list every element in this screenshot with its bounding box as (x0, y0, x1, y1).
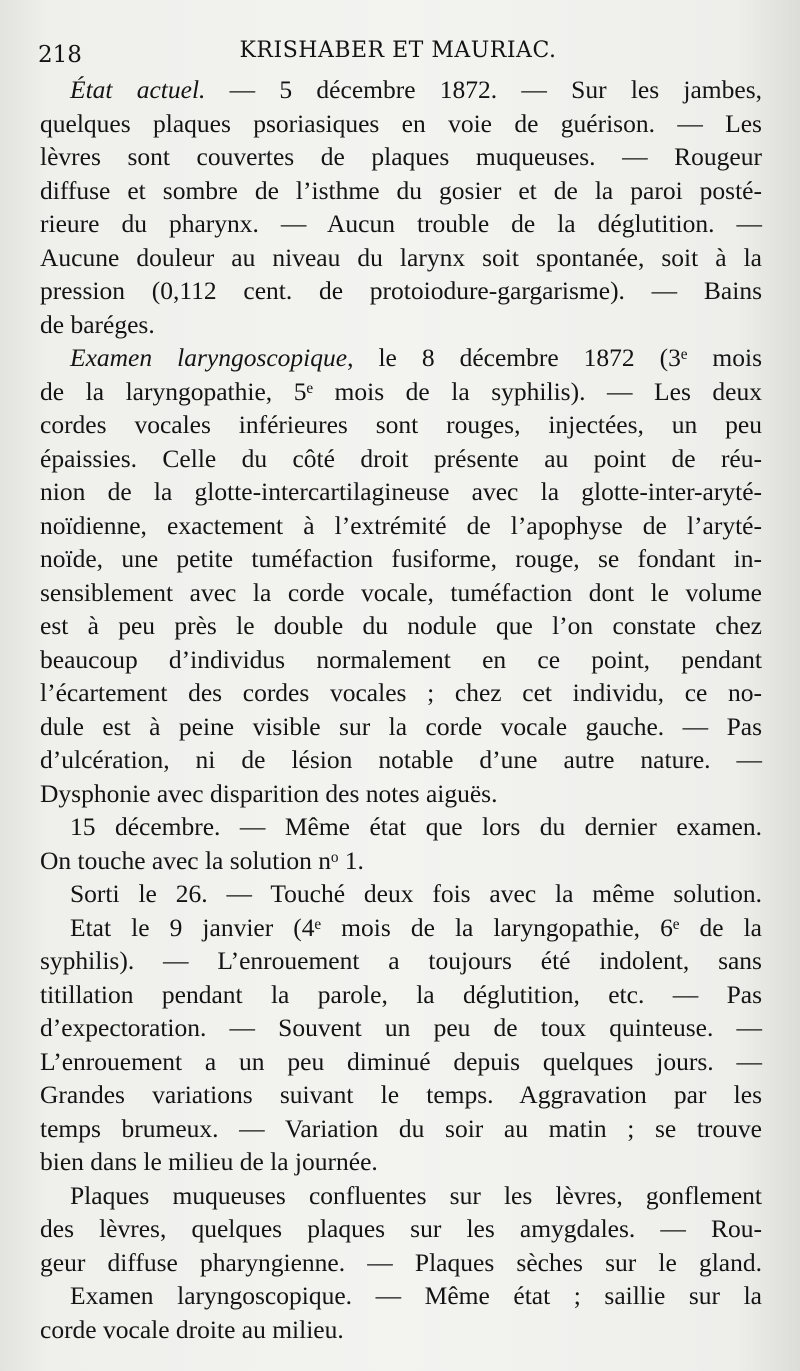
text-line: rieure du pharynx. — Aucun trouble de la déglutition. — (40, 209, 762, 238)
text-line: noïde, une petite tuméfaction fusiforme, rouge, se fondant in- (40, 544, 762, 573)
text-line: temps brumeux. — Variation du soir au matin ; se trouve (40, 1113, 762, 1143)
text-line: Etat le 9 janvier (4ᵉ mois de la laryngopathie, 6ᵉ de la (70, 912, 762, 942)
text-line: corde vocale droite au milieu. (40, 1314, 344, 1344)
text-line: nion de la glotte-intercartilagineuse avec la glotte-inter-aryté- (40, 477, 762, 506)
body-text (40, 73, 762, 1346)
text-line-rest: , le 8 décembre 1872 (3ᵉ mois (347, 343, 762, 372)
text-line: Aucune douleur au niveau du larynx soit spontanée, soit à la (40, 242, 762, 272)
section-label-examen: Examen laryngoscopique (70, 343, 348, 372)
text-line: lèvres sont couvertes de plaques muqueuses. — Rougeur (40, 142, 762, 171)
text-line: est à peu près le double du nodule que l’on constate chez (40, 611, 762, 640)
text-line: bien dans le milieu de la journée. (40, 1147, 378, 1176)
text-line: titillation pendant la parole, la déglutition, etc. — Pas (40, 979, 762, 1009)
text-line: On touche avec la solution nᵒ 1. (40, 845, 364, 875)
text-line: diffuse et sombre de l’isthme du gosier et de la paroi posté- (40, 175, 762, 205)
text-line: l’écartement des cordes vocales ; chez cet individu, ce no- (40, 678, 762, 707)
text-line: d’expectoration. — Souvent un peu de toux quinteuse. — (40, 1013, 762, 1042)
text-line: syphilis). — L’enrouement a toujours été indolent, sans (40, 946, 762, 975)
text-line: Grandes variations suivant le temps. Aggravation par les (40, 1080, 762, 1109)
text-line: des lèvres, quelques plaques sur les amygdales. — Rou- (40, 1214, 762, 1243)
text-line: de la laryngopathie, 5ᵉ mois de la syphilis). — Les deux (40, 376, 762, 406)
page-number: 218 (38, 42, 82, 68)
text-line: pression (0,112 cent. de protoiodure-gargarisme). — Bains (40, 276, 762, 305)
text-line: cordes vocales inférieures sont rouges, injectées, un peu (40, 410, 762, 439)
text-line: d’ulcération, ni de lésion notable d’une autre nature. — (40, 745, 762, 774)
text-line: L’enrouement a un peu diminué depuis quelques jours. — (40, 1046, 762, 1076)
text-line (40, 73, 762, 107)
section-label-etat-actuel: État actuel. (70, 75, 206, 104)
text-line: noïdienne, exactement à l’extrémité de l’apophyse de l’aryté- (40, 510, 762, 540)
text-line-rest: — 5 décembre 1872. — Sur les jambes, (205, 75, 763, 104)
text-line: geur diffuse pharyngienne. — Plaques sèches sur le gland. (40, 1247, 762, 1277)
text-line: Plaques muqueuses confluentes sur les lèvres, gonflement (70, 1180, 762, 1210)
text-line: quelques plaques psoriasiques en voie de guérison. — Les (40, 108, 762, 138)
text-line: Dysphonie avec disparition des notes aiguës. (40, 778, 498, 808)
page-header (38, 34, 758, 74)
text-line: dule est à peine visible sur la corde vocale gauche. — Pas (40, 711, 762, 741)
running-head: KRISHABER ET MAURIAC. (239, 38, 557, 63)
text-line: épaissies. Celle du côté droit présente au point de réu- (40, 443, 762, 473)
text-line (40, 341, 762, 375)
text-line: 15 décembre. — Même état que lors du dernier examen. (70, 812, 762, 841)
text-line: Sorti le 26. — Touché deux fois avec la même solution. (70, 879, 762, 908)
text-line: Examen laryngoscopique. — Même état ; saillie sur la (70, 1281, 762, 1310)
text-line: de baréges. (40, 309, 155, 339)
text-line: sensiblement avec la corde vocale, tuméfaction dont le volume (40, 577, 762, 607)
text-line: beaucoup d’individus normalement en ce point, pendant (40, 644, 762, 674)
